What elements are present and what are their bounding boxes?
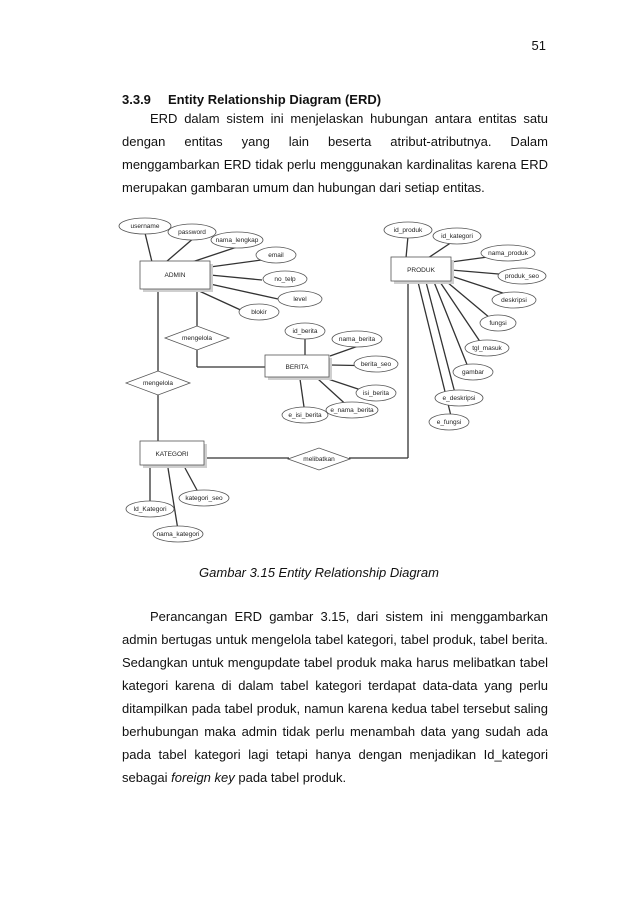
svg-text:berita_seo: berita_seo — [360, 361, 392, 368]
svg-text:password: password — [178, 229, 206, 236]
svg-text:tgl_masuk: tgl_masuk — [472, 345, 502, 352]
relationship-melibatkan-label: melibatkan — [303, 456, 335, 463]
entity-admin — [140, 261, 213, 292]
svg-text:Id_Kategori: Id_Kategori — [133, 506, 167, 513]
svg-text:nama_lengkap: nama_lengkap — [215, 237, 259, 244]
relationship-mengelola-berita-label: mengelola — [182, 335, 212, 342]
attribute-deskripsi — [492, 292, 536, 308]
attribute-password — [168, 224, 216, 240]
entity-produk — [391, 257, 454, 284]
attribute-id-kategori-produk — [433, 228, 481, 244]
svg-text:id_produk: id_produk — [393, 227, 423, 234]
svg-text:fungsi: fungsi — [489, 320, 507, 327]
svg-text:username: username — [130, 223, 160, 230]
svg-text:nama_produk: nama_produk — [488, 250, 528, 257]
entity-admin-label: ADMIN — [164, 272, 186, 279]
attribute-id-kategori — [126, 501, 174, 517]
attribute-isi-berita — [356, 385, 396, 401]
attribute-nama-lengkap — [211, 232, 263, 248]
page-number: 51 — [531, 38, 546, 53]
svg-text:no_telp: no_telp — [274, 276, 296, 283]
attribute-kategori-seo — [179, 490, 229, 506]
section-number: 3.3.9 — [122, 92, 151, 107]
attribute-e-isi-berita — [282, 407, 328, 423]
svg-text:kategori_seo: kategori_seo — [185, 495, 223, 502]
entity-produk-label: PRODUK — [407, 267, 435, 274]
attribute-nama-kategori — [153, 526, 203, 542]
svg-text:e_deskripsi: e_deskripsi — [442, 395, 476, 402]
emphasis-foreign-key: foreign key — [171, 770, 235, 785]
attribute-no-telp — [263, 271, 307, 287]
svg-text:gambar: gambar — [461, 369, 485, 376]
entity-kategori — [140, 441, 207, 468]
svg-text:id_kategori: id_kategori — [441, 233, 473, 240]
entity-berita-label: BERITA — [285, 364, 309, 371]
section-title: Entity Relationship Diagram (ERD) — [168, 92, 382, 107]
attribute-e-nama-berita — [326, 402, 378, 418]
relationship-mengelola-berita — [165, 326, 229, 350]
svg-text:isi_berita: isi_berita — [362, 390, 390, 397]
intro-paragraph: ERD dalam sistem ini menjelaskan hubungan antara entitas satu dengan entitas yang lain beserta atribut-atributnya. Dalam menggambarkan ERD tidak perlu menggunakan kardinalitas karena ERD merupakan gambaran umum dan hubungan dari setiap entitas. — [122, 111, 548, 195]
svg-text:id_berita: id_berita — [292, 328, 318, 335]
relationship-mengelola-kategori — [126, 371, 190, 395]
attribute-gambar — [453, 364, 493, 380]
attribute-produk-seo — [498, 268, 546, 284]
attribute-blokir — [239, 304, 279, 320]
svg-text:level: level — [293, 296, 307, 303]
attribute-e-deskripsi — [435, 390, 483, 406]
svg-text:e_fungsi: e_fungsi — [436, 419, 462, 426]
attribute-fungsi — [480, 315, 516, 331]
svg-text:blokir: blokir — [251, 309, 267, 316]
svg-text:e_nama_berita: e_nama_berita — [330, 407, 374, 414]
attribute-e-fungsi — [429, 414, 469, 430]
attribute-id-produk — [384, 222, 432, 238]
attribute-level — [278, 291, 322, 307]
svg-text:nama_berita: nama_berita — [338, 336, 376, 343]
explanation-paragraph: Perancangan ERD gambar 3.15, dari sistem ini menggambarkan admin bertugas untuk mengelola tabel kategori, tabel produk, tabel berita. Sedangkan untuk mengupdate tabel produk maka harus melibatkan tabel kategori karena di dalam tabel kategori terdapat data-data yang perlu ditampilkan pada tabel produk, namun karena kedua tabel tersebut saling berhubungan maka admin tidak perlu menambah data yang sudah ada pada tabel kategori lagi tetapi hanya dengan menjadikan Id_kategori sebagai foreign key pada tabel produk. — [122, 609, 548, 785]
svg-text:produk_seo: produk_seo — [505, 273, 539, 280]
svg-text:e_isi_berita: e_isi_berita — [288, 412, 322, 419]
attribute-berita-seo — [354, 356, 398, 372]
svg-text:email: email — [268, 252, 284, 259]
entity-kategori-label: KATEGORI — [155, 451, 189, 458]
svg-text:nama_kategori: nama_kategori — [156, 531, 200, 538]
relationship-melibatkan — [288, 448, 350, 470]
attribute-id-berita — [285, 323, 325, 339]
attribute-nama-berita — [332, 331, 382, 347]
attribute-email — [256, 247, 296, 263]
relationship-mengelola-kategori-label: mengelola — [143, 380, 173, 387]
attribute-tgl-masuk — [465, 340, 509, 356]
attribute-nama-produk — [481, 245, 535, 261]
attribute-username — [119, 218, 171, 234]
svg-text:deskripsi: deskripsi — [501, 297, 527, 304]
figure-caption: Gambar 3.15 Entity Relationship Diagram — [199, 565, 439, 580]
entity-berita — [265, 355, 332, 380]
